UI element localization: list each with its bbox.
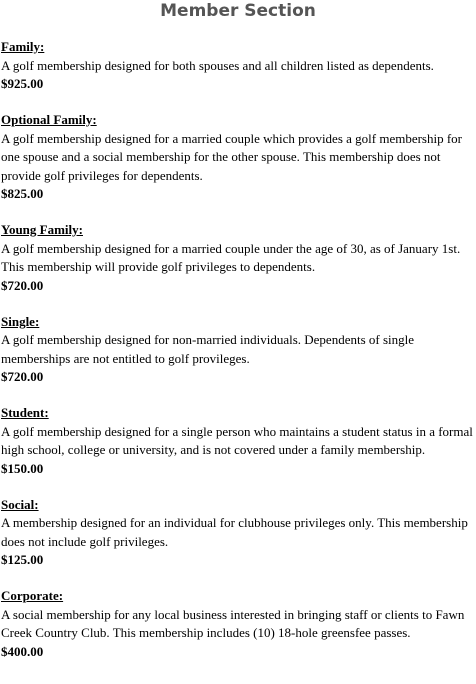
membership-description: A membership designed for an individual for clubhouse privileges only. This membership does not include golf privileges. bbox=[1, 515, 468, 549]
membership-social bbox=[1, 496, 476, 570]
page-title: Member Section bbox=[160, 1, 316, 21]
membership-student bbox=[1, 404, 476, 478]
membership-price: $720.00 bbox=[1, 277, 44, 293]
membership-name: Single: bbox=[1, 313, 40, 329]
membership-optional-family bbox=[1, 111, 476, 204]
membership-price: $400.00 bbox=[1, 643, 44, 659]
membership-name: Optional Family: bbox=[1, 112, 97, 127]
membership-description: A golf membership designed for both spouses and all children listed as dependents. bbox=[1, 57, 434, 73]
membership-name: Corporate: bbox=[1, 588, 64, 603]
membership-description: A golf membership designed for a married couple under the age of 30, as of January 1st. This membership will provide golf privileges to dependents. bbox=[1, 240, 461, 274]
membership-single bbox=[1, 313, 476, 387]
membership-list bbox=[0, 38, 476, 679]
membership-young-family bbox=[1, 221, 476, 295]
membership-description: A golf membership designed for a married couple which provides a golf membership for one spouse and a social membership for the other spouse. This membership does not provide golf privileges for dependents. bbox=[1, 130, 463, 183]
membership-description: A golf membership designed for non-married individuals. Dependents of single memberships are not entitled to golf provileges. bbox=[1, 332, 415, 366]
membership-price: $125.00 bbox=[1, 552, 44, 567]
membership-price: $825.00 bbox=[1, 186, 44, 201]
membership-family bbox=[1, 38, 476, 94]
membership-description: A social membership for any local business interested in bringing staff or clients to Fawn Creek Country Club. This membership includes (10) 18-hole greensfee passes. bbox=[1, 606, 465, 640]
membership-description: A golf membership designed for a single person who maintains a student status in a formal high school, college or university, and is not covered under a family membership. bbox=[1, 423, 473, 457]
membership-name: Social: bbox=[1, 496, 39, 512]
membership-name: Young Family: bbox=[1, 222, 83, 237]
membership-price: $925.00 bbox=[1, 76, 44, 91]
membership-price: $150.00 bbox=[1, 460, 44, 476]
membership-name: Student: bbox=[1, 405, 49, 420]
membership-corporate bbox=[1, 587, 476, 661]
membership-price: $720.00 bbox=[1, 369, 44, 384]
membership-name: Family: bbox=[1, 39, 45, 54]
